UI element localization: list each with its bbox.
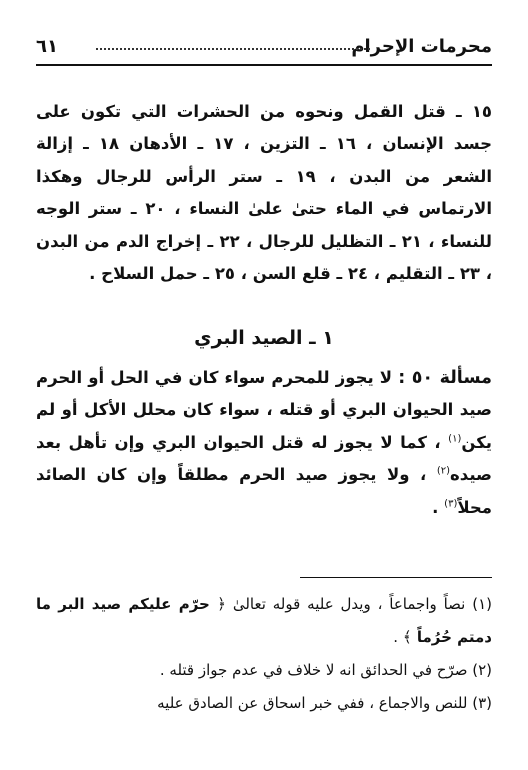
issue-text-part1: لا يجوز للمحرم سواء كان في الحل أو الحرم صيد الحيوان البري أو قتله ، سواء كان محلل الأكل أو لم يكن xyxy=(36,368,492,452)
footnote-1-prefix: (١) نصاً واجماعاً ، ويدل عليه قوله تعالىٰ ﴿ xyxy=(217,595,492,613)
page-number: ٦١ xyxy=(36,36,58,57)
issue-text-part2: ، كما لا يجوز له قتل الحيوان البري وإن تأهل بعد صيده xyxy=(36,432,492,485)
footnote-1 xyxy=(36,588,492,654)
footnote-1-quran-quote: حرّم عليكم صيد البر ما دمتم حُرُماً xyxy=(36,595,492,646)
footnote-ref-1: (١) xyxy=(448,433,462,445)
section-heading: ١ ـ الصيد البري xyxy=(194,327,334,349)
footnote-separator xyxy=(300,577,492,578)
running-title: محرمات الإحرام xyxy=(351,36,492,57)
footnote-ref-3: (٣) xyxy=(444,498,458,510)
footnote-3: (٣) للنص والاجماع ، ففي خبر اسحاق عن الصادق عليه xyxy=(157,694,492,712)
running-header xyxy=(36,34,492,66)
footnote-2: (٢) صرّح في الحدائق انه لا خلاف في عدم جواز قتله . xyxy=(159,661,492,679)
issue-text-part3: ، ولا يجوز صيد الحرم مطلقاً وإن كان الصائد محلاً xyxy=(36,465,492,517)
header-dot-leader xyxy=(96,48,370,50)
footnotes xyxy=(36,588,492,720)
footnote-1-suffix: ﴾ . xyxy=(393,628,412,646)
footnote-ref-2: (٢) xyxy=(436,465,451,477)
issue-label: مسألة ٥٠ : xyxy=(398,368,492,388)
issue-text-part4: . xyxy=(432,497,445,517)
paragraph-issue-50 xyxy=(36,362,492,524)
paragraph-prohibitions-list: ١٥ ـ قتل القمل ونحوه من الحشرات التي تكون على جسد الإنسان ، ١٦ ـ التزين ، ١٧ ـ الأدهان ١٨ ـ إزالة الشعر من البدن ، ١٩ ـ ستر الرأس للرجال وهكذا الارتماس في الماء حتىٰ علىٰ النساء ، ٢٠ ـ ستر الوجه للنساء ، ٢١ ـ التظليل للرجال ، ٢٢ ـ إخراج الدم من البدن ، ٢٣ ـ التقليم ، ٢٤ ـ قلع السن ، ٢٥ ـ حمل السلاح . xyxy=(36,102,492,284)
